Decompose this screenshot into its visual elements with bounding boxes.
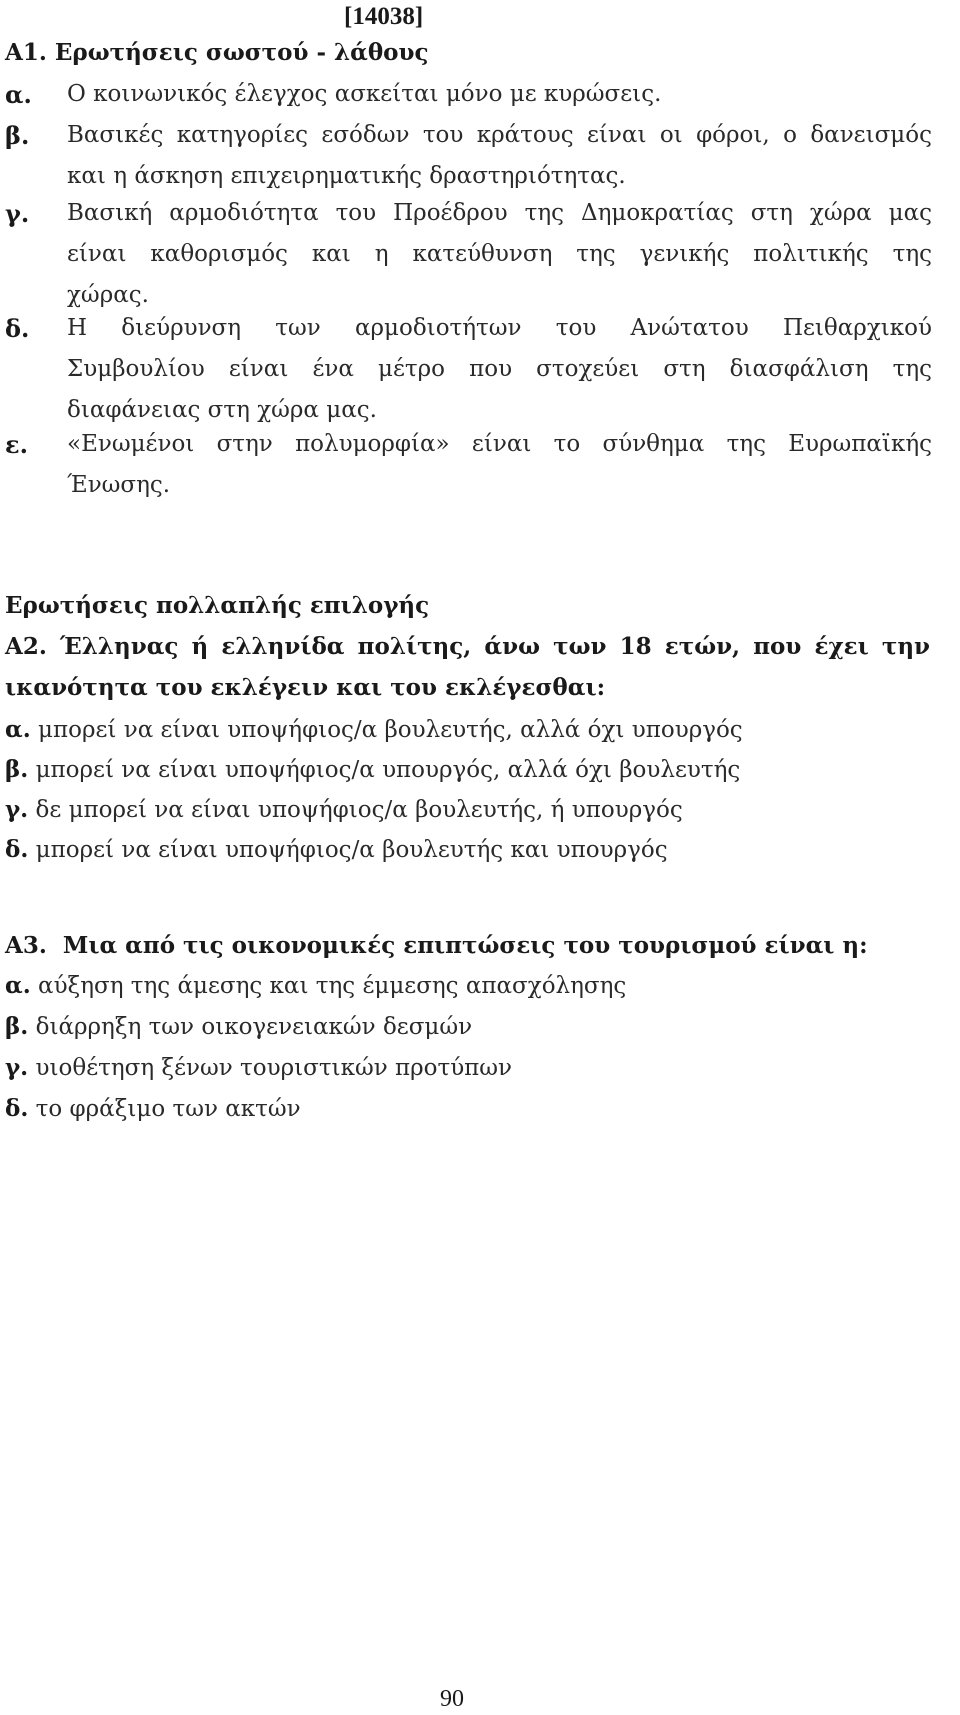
item-letter: α. <box>5 80 32 109</box>
item-letter: β. <box>5 121 30 150</box>
item-line: Ένωσης. <box>67 472 171 498</box>
item-line: Ο κοινωνικός έλεγχος ασκείται μόνο με κυρώσεις. <box>67 81 662 107</box>
section-a1-heading: Α1. Ερωτήσεις σωστού - λάθους <box>5 39 429 66</box>
item-letter: ε. <box>5 430 28 459</box>
a3-option-d <box>5 1089 925 1129</box>
page-number: 90 <box>440 1686 464 1712</box>
item-line: είναι καθορισμός και η κατεύθυνση της γενικής πολιτικής της <box>67 241 932 267</box>
question-a3-stem: Α3. Μια από τις οικονομικές επιπτώσεις του τουρισμού είναι η: <box>5 932 868 959</box>
question-a2-stem <box>5 626 930 708</box>
option-text: μπορεί να είναι υποψήφιος/α βουλευτής, αλλά όχι υπουργός <box>38 717 743 743</box>
option-letter: β. <box>5 756 29 783</box>
item-letter: δ. <box>5 314 30 343</box>
item-line: Συμβουλίου είναι ένα μέτρο που στοχεύει στη διασφάλιση της <box>67 356 932 382</box>
option-text: μπορεί να είναι υποψήφιος/α βουλευτής και υπουργός <box>35 837 668 863</box>
item-text <box>67 308 932 431</box>
tf-item-e <box>5 424 932 506</box>
option-letter: γ. <box>5 1054 29 1081</box>
item-line: Η διεύρυνση των αρμοδιοτήτων του Ανώτατου Πειθαρχικού <box>67 315 932 341</box>
item-line: χώρας. <box>67 282 149 308</box>
option-text: διάρρηξη των οικογενειακών δεσμών <box>35 1014 473 1040</box>
a3-option-c <box>5 1048 925 1088</box>
item-line: και η άσκηση επιχειρηματικής δραστηριότητας. <box>67 163 626 189</box>
item-line: Βασικές κατηγορίες εσόδων του κράτους είναι οι φόροι, ο δανεισμός <box>67 122 932 148</box>
item-line: Βασική αρμοδιότητα του Προέδρου της Δημοκρατίας στη χώρα μας <box>67 200 932 226</box>
option-letter: γ. <box>5 796 29 823</box>
item-letter: γ. <box>5 199 30 228</box>
item-line: διαφάνειας στη χώρα μας. <box>67 397 377 423</box>
item-line: «Ενωμένοι στην πολυμορφία» είναι το σύνθημα της Ευρωπαϊκής <box>67 431 932 457</box>
option-letter: α. <box>5 716 31 743</box>
option-text: υιοθέτηση ξένων τουριστικών προτύπων <box>35 1055 513 1081</box>
a2-option-a <box>5 710 925 750</box>
a3-option-a <box>5 966 925 1006</box>
a3-option-b <box>5 1007 925 1047</box>
option-text: μπορεί να είναι υποψήφιος/α υπουργός, αλλά όχι βουλευτής <box>35 757 741 783</box>
option-letter: δ. <box>5 836 29 863</box>
option-letter: β. <box>5 1013 29 1040</box>
item-text <box>67 115 932 197</box>
tf-item-d <box>5 308 932 431</box>
tf-item-a <box>5 74 925 115</box>
stem-line: Α2. Έλληνας ή ελληνίδα πολίτης, άνω των 18 ετών, που έχει την <box>5 633 930 660</box>
option-text: αύξηση της άμεσης και της έμμεσης απασχόλησης <box>38 973 627 999</box>
item-text <box>67 74 932 115</box>
a2-option-c <box>5 790 925 830</box>
multiple-choice-heading: Ερωτήσεις πολλαπλής επιλογής <box>5 592 430 619</box>
item-text <box>67 424 932 506</box>
option-letter: δ. <box>5 1095 29 1122</box>
option-text: δε μπορεί να είναι υποψήφιος/α βουλευτής, ή υπουργός <box>35 797 683 823</box>
tf-item-c <box>5 193 932 316</box>
document-id: [14038] <box>344 3 424 30</box>
tf-item-b <box>5 115 932 197</box>
a2-option-d <box>5 830 925 870</box>
a2-option-b <box>5 750 925 790</box>
option-text: το φράξιμο των ακτών <box>35 1096 301 1122</box>
option-letter: α. <box>5 972 31 999</box>
stem-line: ικανότητα του εκλέγειν και του εκλέγεσθαι: <box>5 674 606 701</box>
item-text <box>67 193 932 316</box>
